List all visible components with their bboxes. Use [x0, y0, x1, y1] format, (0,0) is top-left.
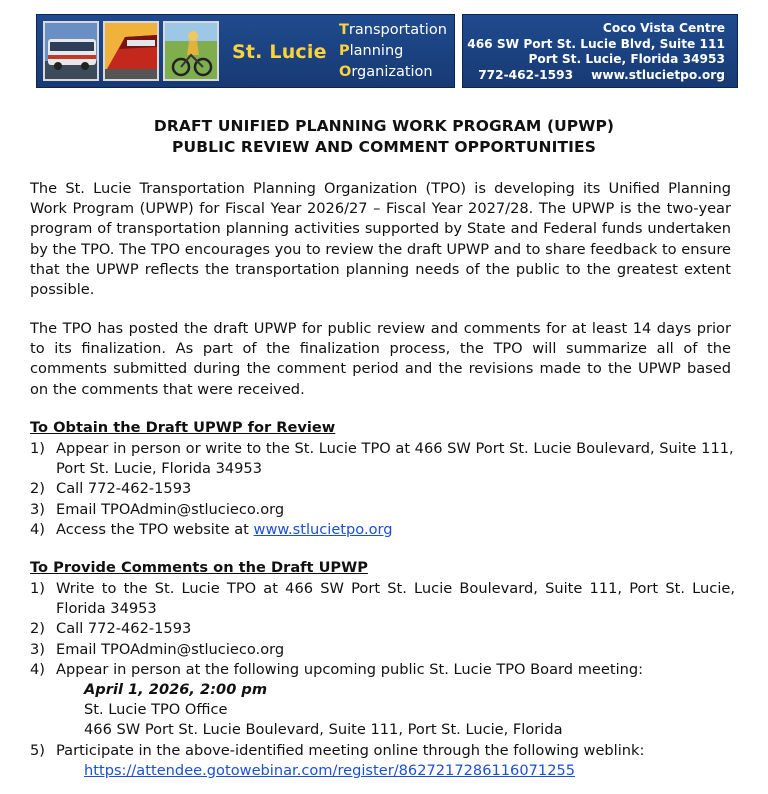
intro-paragraph: The St. Lucie Transportation Planning Organization (TPO) is developing its Unified Planning Work Program (UPWP) for Fiscal Year 2026/27 – Fiscal Year 2027/28. The UPWP is the two-year program of transportation planning activities supported by State and Federal funds undertaken by the TPO. The TPO encourages you to review the draft UPWP and to share feedback to ensure that the UPWP reflects the transportation planning needs of the public to the greatest extent possible.: [30, 180, 731, 299]
list-item: 5) Participate in the above-identified meeting online through the following weblink: https://attendee.gotowebinar.com/register/8627217286116071255: [30, 741, 645, 779]
title-line-1: DRAFT UNIFIED PLANNING WORK PROGRAM (UPWP): [153, 117, 615, 135]
list-item: 1) Appear in person or write to the St. Lucie TPO at 466 SW Port St. Lucie Boulevard, Suite 111, Port St. Lucie, Florida 34953: [30, 440, 734, 478]
list-item: 3) Email TPOAdmin@stlucieco.org: [30, 640, 285, 658]
document-title: [0, 116, 768, 158]
obtain-list: [30, 439, 735, 540]
title-line-2: PUBLIC REVIEW AND COMMENT OPPORTUNITIES: [172, 138, 596, 156]
contact-block: [467, 21, 725, 83]
comments-heading: To Provide Comments on the Draft UPWP: [30, 559, 368, 576]
org-name: St. Lucie: [232, 41, 327, 63]
address-name: Coco Vista Centre: [602, 21, 725, 35]
webinar-link[interactable]: https://attendee.gotowebinar.com/register/8627217286116071255: [84, 761, 576, 779]
comments-list: [30, 579, 735, 781]
header-phone: 772-462-1593: [478, 67, 574, 82]
list-item: 3) Email TPOAdmin@stlucieco.org: [30, 500, 285, 518]
header-banner-right: [462, 14, 738, 88]
bus-image: [43, 21, 99, 81]
list-item: 4) Access the TPO website at www.stlucietpo.org: [30, 520, 393, 538]
tpo-website-link[interactable]: www.stlucietpo.org: [253, 520, 393, 538]
list-item: 4) Appear in person at the following upcoming public St. Lucie TPO Board meeting: April 1, 2026, 2:00 pm St. Lucie TPO Office 466 SW Port St. Lucie Boulevard, Suite 111, Port St. Lucie, Florida: [30, 660, 735, 741]
address-street: 466 SW Port St. Lucie Blvd, Suite 111: [467, 36, 725, 51]
cyclist-image: [163, 21, 219, 81]
org-full-name: Transportation Planning Organization: [339, 22, 447, 80]
obtain-heading: To Obtain the Draft UPWP for Review: [30, 419, 336, 436]
list-item: 2) Call 772-462-1593: [30, 480, 192, 498]
header-banner-left: [36, 14, 455, 88]
meeting-address: 466 SW Port St. Lucie Boulevard, Suite 111, Port St. Lucie, Florida: [84, 721, 563, 739]
list-item: 1) Write to the St. Lucie TPO at 466 SW Port St. Lucie Boulevard, Suite 111, Port St. Lucie, Florida 34953: [30, 580, 735, 618]
meeting-date: April 1, 2026, 2:00 pm: [84, 681, 268, 699]
header-website[interactable]: www.stlucietpo.org: [591, 67, 725, 82]
address-city: Port St. Lucie, Florida 34953: [528, 52, 725, 66]
list-item: 2) Call 772-462-1593: [30, 620, 192, 638]
train-image: [103, 21, 159, 81]
meeting-location: St. Lucie TPO Office: [84, 701, 228, 719]
review-paragraph: The TPO has posted the draft UPWP for public review and comments for at least 14 days prior to its finalization. As part of the finalization process, the TPO will summarize all of the comments submitted during the comment period and the revisions made to the UPWP based on the comments that were received.: [30, 320, 731, 398]
